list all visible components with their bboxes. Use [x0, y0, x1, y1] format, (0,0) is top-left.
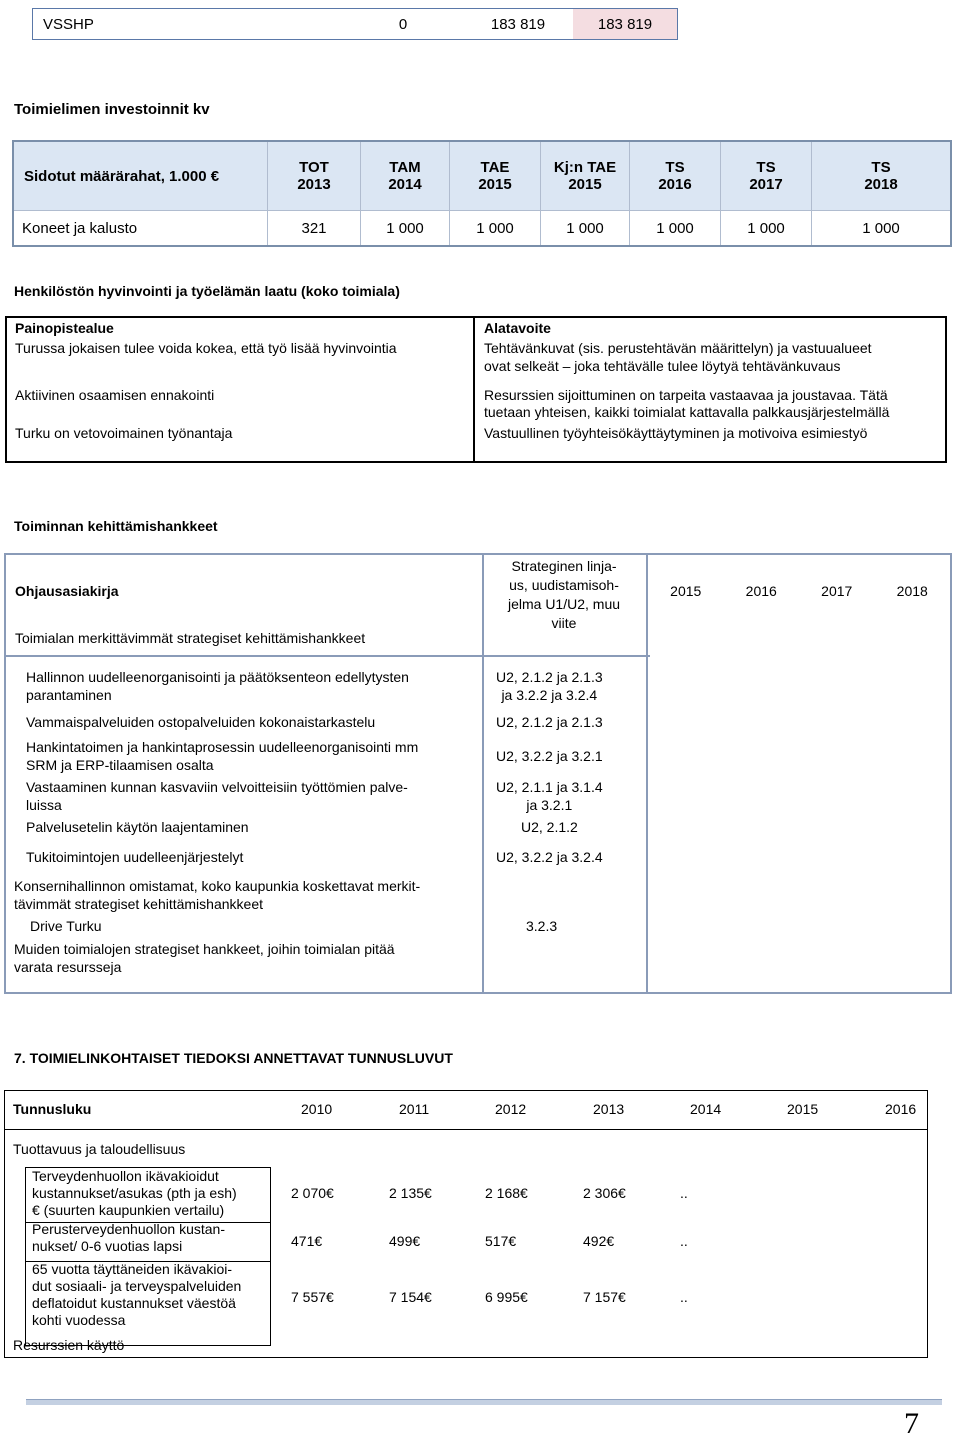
projects-title: Toiminnan kehittämishankkeet	[14, 518, 218, 534]
projects-column-divider	[646, 555, 648, 992]
project-reference	[496, 778, 603, 814]
indicator-value: 7 154€	[389, 1289, 432, 1305]
investments-cell: 1 000	[812, 211, 952, 247]
list-item	[26, 778, 408, 814]
indicator-value: ..	[680, 1289, 688, 1305]
project-reference-line: 3.2.3	[526, 918, 558, 934]
priority-left-item: Aktiivinen osaamisen ennakointi	[15, 387, 215, 403]
vsshp-row	[32, 8, 678, 40]
indicators-heading: Tunnusluku	[13, 1101, 92, 1117]
projects-year: 2017	[821, 583, 853, 599]
project-name-line: Palvelusetelin käytön laajentaminen	[26, 819, 249, 835]
list-item	[26, 818, 249, 836]
list-item	[14, 877, 420, 913]
indicator-year: 2014	[690, 1101, 722, 1117]
footer-rule	[26, 1399, 942, 1405]
projects-doc-heading: Ohjausasiakirja	[15, 583, 119, 599]
project-name-line: Muiden toimialojen strategiset hankkeet, joihin toimialan pitää	[14, 941, 395, 957]
indicator-label	[32, 1261, 241, 1329]
indicators-table	[4, 1090, 928, 1358]
project-reference	[521, 818, 578, 836]
list-item	[26, 848, 243, 866]
projects-header-divider	[6, 655, 650, 657]
section-7-title: 7. TOIMIELINKOHTAISET TIEDOKSI ANNETTAVAT TUNNUSLUVUT	[14, 1050, 453, 1066]
investments-header-row	[13, 141, 951, 211]
priority-right-item: Resurssien sijoittuminen on tarpeita vastaavaa ja joustavaa. Tätä	[484, 387, 888, 403]
list-item	[30, 917, 102, 935]
project-name-line: Hallinnon uudelleenorganisointi ja päätöksenteon edellytysten	[26, 669, 409, 685]
indicators-divider	[5, 1129, 927, 1130]
project-name-line: parantaminen	[26, 687, 112, 703]
investments-cell: 1 000	[721, 211, 812, 247]
vsshp-value-1: 0	[398, 15, 408, 33]
indicator-year: 2010	[301, 1101, 333, 1117]
investments-cell: 1 000	[361, 211, 450, 247]
investments-table	[12, 140, 952, 247]
investments-title: Toimielimen investoinnit kv	[14, 101, 210, 118]
project-name-line: tävimmät strategiset kehittämishankkeet	[14, 896, 263, 912]
projects-years	[648, 583, 950, 599]
projects-sub-heading: Toimialan merkittävimmät strategiset kehittämishankkeet	[15, 630, 366, 646]
vsshp-label: VSSHP	[43, 15, 94, 33]
project-name-line: luissa	[26, 797, 62, 813]
list-item	[26, 713, 375, 731]
project-reference-line: U2, 2.1.2	[521, 819, 578, 835]
projects-table	[4, 553, 952, 994]
indicator-label-line: kohti vuodessa	[32, 1312, 126, 1328]
project-name-line: SRM ja ERP-tilaamisen osalta	[26, 757, 214, 773]
list-item	[14, 940, 395, 976]
indicator-label-line: dut sosiaali- ja terveyspalveluiden	[32, 1278, 242, 1294]
priority-right-item: Vastuullinen työyhteisökäyttäytyminen ja motivoiva esimiestyö	[484, 425, 868, 441]
project-reference	[496, 747, 603, 765]
project-name-line: Drive Turku	[30, 918, 102, 934]
indicator-label-line: € (suurten kaupunkien vertailu)	[32, 1202, 225, 1218]
project-reference-line: ja 3.2.1	[526, 797, 573, 813]
indicator-value: ..	[680, 1233, 688, 1249]
project-reference	[496, 848, 603, 866]
indicator-year: 2012	[495, 1101, 527, 1117]
investments-header-cell: TAM 2014	[361, 141, 450, 211]
indicator-label-line: deflatoidut kustannukset väestöä	[32, 1295, 236, 1311]
project-name-line: varata resursseja	[14, 959, 122, 975]
projects-year: 2016	[745, 583, 777, 599]
indicators-group-label: Tuottavuus ja taloudellisuus	[13, 1141, 186, 1157]
indicator-value: 2 135€	[389, 1185, 432, 1201]
priority-left-heading: Painopistealue	[15, 320, 114, 336]
indicator-value: 7 557€	[291, 1289, 334, 1305]
indicator-value: 2 070€	[291, 1185, 334, 1201]
projects-reference-heading	[484, 557, 644, 633]
indicator-value: 2 306€	[583, 1185, 626, 1201]
indicators-group-label: Resurssien käyttö	[13, 1337, 125, 1353]
indicator-label-line: Terveydenhuollon ikävakioidut	[32, 1168, 219, 1184]
project-name-line: Vammaispalveluiden ostopalveluiden kokonaistarkastelu	[26, 714, 376, 730]
investments-header-cell: TAE 2015	[450, 141, 541, 211]
indicator-value: 7 157€	[583, 1289, 626, 1305]
indicator-label-line: Perusterveydenhuollon kustan-	[32, 1221, 226, 1237]
list-item	[26, 738, 418, 774]
priority-right-item: ovat selkeät – joka tehtävälle tulee löytyä tehtävänkuvaus	[484, 358, 841, 374]
indicator-label-line: kustannukset/asukas (pth ja esh)	[32, 1185, 237, 1201]
indicator-label-line: nukset/ 0-6 vuotias lapsi	[32, 1238, 183, 1254]
indicator-value: 6 995€	[485, 1289, 528, 1305]
indicator-value: 517€	[485, 1233, 517, 1249]
project-reference-line: U2, 3.2.2 ja 3.2.4	[496, 849, 603, 865]
list-item	[26, 668, 409, 704]
projects-year: 2015	[670, 583, 702, 599]
indicator-value: 492€	[583, 1233, 615, 1249]
investments-header-cell: Sidotut määrärahat, 1.000 €	[13, 141, 268, 211]
table-row	[13, 211, 951, 247]
wellbeing-title: Henkilöstön hyvinvointi ja työelämän laatu (koko toimiala)	[14, 283, 400, 299]
investments-header-cell: Kj:n TAE 2015	[541, 141, 630, 211]
project-name-line: Hankintatoimen ja hankintaprosessin uudelleenorganisointi mm	[26, 739, 419, 755]
investments-cell: Koneet ja kalusto	[13, 211, 268, 247]
projects-reference-line: us, uudistamisoh-	[509, 577, 619, 593]
project-name-line: Vastaaminen kunnan kasvaviin velvoitteisiin työttömien palve-	[26, 779, 408, 795]
indicator-value: 499€	[389, 1233, 421, 1249]
priority-left-item: Turussa jokaisen tulee voida kokea, että työ lisää hyvinvointia	[15, 340, 397, 356]
table-row	[25, 1261, 271, 1346]
indicator-label	[32, 1168, 237, 1219]
indicator-label	[32, 1221, 225, 1255]
priority-right-heading: Alatavoite	[484, 320, 551, 336]
project-reference	[496, 713, 603, 731]
priority-divider	[473, 318, 475, 461]
investments-cell: 1 000	[630, 211, 721, 247]
indicator-value: 2 168€	[485, 1185, 528, 1201]
investments-cell: 321	[268, 211, 361, 247]
priority-right-item: Tehtävänkuvat (sis. perustehtävän määrittelyn) ja vastuualueet	[484, 340, 872, 356]
project-reference	[496, 668, 603, 704]
projects-year: 2018	[896, 583, 928, 599]
investments-header-cell: TS 2016	[630, 141, 721, 211]
project-name-line: Konsernihallinnon omistamat, koko kaupunkia koskettavat merkit-	[14, 878, 421, 894]
indicator-label-line: 65 vuotta täyttäneiden ikävakioi-	[32, 1261, 233, 1277]
indicator-year: 2015	[787, 1101, 819, 1117]
investments-header-cell: TS 2018	[812, 141, 952, 211]
table-row	[25, 1167, 271, 1223]
vsshp-value-3: 183 819	[573, 9, 677, 39]
projects-reference-line: Strateginen linja-	[511, 558, 617, 574]
projects-reference-line: viite	[551, 615, 577, 631]
indicator-value: ..	[680, 1185, 688, 1201]
indicator-year: 2016	[885, 1101, 917, 1117]
indicator-year: 2011	[399, 1101, 430, 1117]
project-reference-line: ja 3.2.2 ja 3.2.4	[501, 687, 598, 703]
indicator-value: 471€	[291, 1233, 323, 1249]
project-reference	[526, 917, 557, 935]
table-row	[25, 1221, 271, 1262]
indicator-year: 2013	[593, 1101, 625, 1117]
vsshp-value-2: 183 819	[490, 15, 546, 33]
investments-header-cell: TS 2017	[721, 141, 812, 211]
project-reference-line: U2, 2.1.2 ja 2.1.3	[496, 669, 603, 685]
project-reference-line: U2, 2.1.1 ja 3.1.4	[496, 779, 603, 795]
project-reference-line: U2, 3.2.2 ja 3.2.1	[496, 748, 603, 764]
priority-left-item: Turku on vetovoimainen työnantaja	[15, 425, 233, 441]
page-number: 7	[904, 1407, 919, 1440]
investments-cell: 1 000	[450, 211, 541, 247]
projects-reference-line: jelma U1/U2, muu	[507, 596, 621, 612]
priority-table	[5, 316, 947, 463]
priority-right-item: tuetaan yhteisen, kaikki toimialat kattavalla palkkausjärjestelmällä	[484, 404, 890, 420]
investments-cell: 1 000	[541, 211, 630, 247]
investments-header-cell: TOT 2013	[268, 141, 361, 211]
project-reference-line: U2, 2.1.2 ja 2.1.3	[496, 714, 603, 730]
project-name-line: Tukitoimintojen uudelleenjärjestelyt	[26, 849, 244, 865]
